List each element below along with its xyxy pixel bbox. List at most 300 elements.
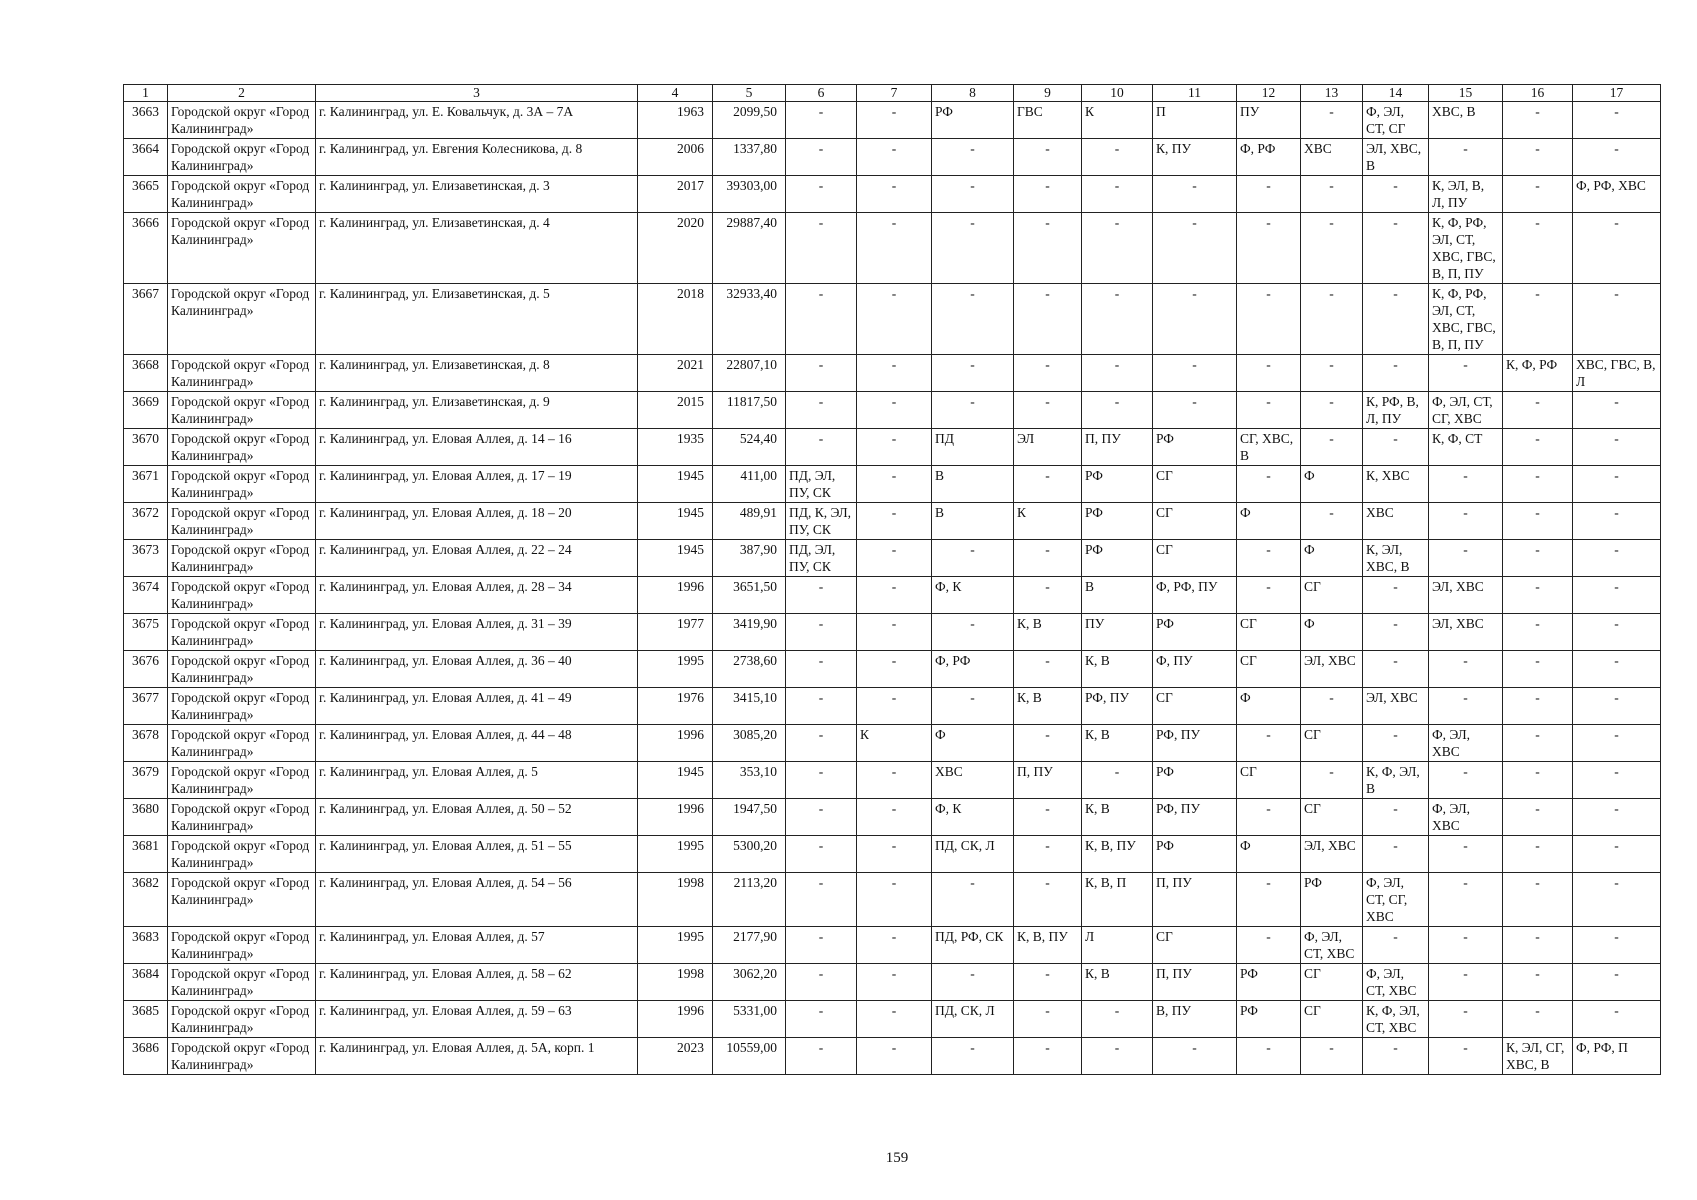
- table-cell: ПД, К, ЭЛ, ПУ, СК: [786, 503, 857, 540]
- table-cell: Ф, ЭЛ, СТ, ХВС: [1363, 964, 1429, 1001]
- table-cell: -: [1237, 355, 1301, 392]
- table-cell: -: [1573, 873, 1661, 927]
- table-cell: -: [1153, 284, 1237, 355]
- table-cell: -: [1363, 836, 1429, 873]
- table-cell: -: [1503, 139, 1573, 176]
- table-cell: ЭЛ, ХВС: [1301, 651, 1363, 688]
- table-cell: -: [932, 540, 1014, 577]
- table-cell: ХВС, ГВС, В, Л: [1573, 355, 1661, 392]
- table-cell: -: [1503, 466, 1573, 503]
- table-cell: г. Калининград, ул. Еловая Аллея, д. 22 – 24: [316, 540, 638, 577]
- table-cell: -: [1573, 577, 1661, 614]
- table-cell: Ф, ПУ: [1153, 651, 1237, 688]
- table-cell: 489,91: [713, 503, 786, 540]
- table-cell: -: [1014, 1038, 1082, 1075]
- table-cell: -: [1363, 429, 1429, 466]
- table-cell: СГ: [1301, 964, 1363, 1001]
- table-cell: Городской округ «Город Калининград»: [168, 577, 316, 614]
- table-cell: -: [1429, 503, 1503, 540]
- table-cell: -: [857, 355, 932, 392]
- table-row: [124, 688, 1661, 725]
- table-cell: -: [1429, 927, 1503, 964]
- table-cell: Городской округ «Город Калининград»: [168, 927, 316, 964]
- table-cell: Ф, РФ, ХВС: [1573, 176, 1661, 213]
- row-number-cell: 3669: [124, 392, 168, 429]
- table-cell: ХВС, В: [1429, 102, 1503, 139]
- table-cell: -: [1237, 284, 1301, 355]
- table-cell: -: [786, 355, 857, 392]
- table-cell: -: [1573, 836, 1661, 873]
- table-cell: Городской округ «Город Калининград»: [168, 503, 316, 540]
- table-cell: -: [1301, 213, 1363, 284]
- table-cell: -: [1014, 651, 1082, 688]
- table-row: [124, 1038, 1661, 1075]
- table-cell: ПД, СК, Л: [932, 836, 1014, 873]
- table-cell: Городской округ «Город Калининград»: [168, 1001, 316, 1038]
- table-cell: 2738,60: [713, 651, 786, 688]
- table-cell: 1996: [638, 577, 713, 614]
- table-row: [124, 392, 1661, 429]
- table-cell: ЭЛ: [1014, 429, 1082, 466]
- table-cell: -: [1503, 176, 1573, 213]
- table-cell: -: [857, 799, 932, 836]
- table-cell: К, Ф, РФ, ЭЛ, СТ, ХВС, ГВС, В, П, ПУ: [1429, 213, 1503, 284]
- column-header-15: 15: [1429, 85, 1503, 102]
- table-cell: -: [932, 176, 1014, 213]
- table-cell: РФ: [1301, 873, 1363, 927]
- table-cell: Городской округ «Город Калининград»: [168, 284, 316, 355]
- table-cell: РФ: [932, 102, 1014, 139]
- table-cell: Городской округ «Город Калининград»: [168, 355, 316, 392]
- table-cell: 3651,50: [713, 577, 786, 614]
- table-cell: -: [786, 762, 857, 799]
- table-cell: К, ЭЛ, В, Л, ПУ: [1429, 176, 1503, 213]
- table-cell: -: [1301, 429, 1363, 466]
- table-cell: -: [857, 176, 932, 213]
- table-cell: -: [1503, 836, 1573, 873]
- table-cell: Городской округ «Город Калининград»: [168, 651, 316, 688]
- table-row: [124, 577, 1661, 614]
- table-cell: 1945: [638, 466, 713, 503]
- table-cell: К: [857, 725, 932, 762]
- row-number-cell: 3671: [124, 466, 168, 503]
- table-cell: К, В: [1014, 688, 1082, 725]
- row-number-cell: 3676: [124, 651, 168, 688]
- table-cell: -: [1503, 762, 1573, 799]
- table-cell: Ф, ЭЛ, СТ, СГ, ХВС: [1363, 873, 1429, 927]
- page-number: 159: [885, 1150, 909, 1166]
- table-cell: -: [1573, 614, 1661, 651]
- table-cell: -: [932, 213, 1014, 284]
- table-cell: Ф, ЭЛ, ХВС: [1429, 725, 1503, 762]
- table-cell: СГ: [1301, 577, 1363, 614]
- table-cell: г. Калининград, ул. Еловая Аллея, д. 17 – 19: [316, 466, 638, 503]
- table-cell: ЭЛ, ХВС: [1429, 577, 1503, 614]
- table-cell: -: [786, 577, 857, 614]
- table-cell: Городской округ «Город Калининград»: [168, 688, 316, 725]
- table-cell: 2006: [638, 139, 713, 176]
- table-cell: -: [1429, 139, 1503, 176]
- table-cell: г. Калининград, ул. Елизаветинская, д. 3: [316, 176, 638, 213]
- table-cell: К, Ф, РФ, ЭЛ, СТ, ХВС, ГВС, В, П, ПУ: [1429, 284, 1503, 355]
- table-cell: -: [1237, 540, 1301, 577]
- table-cell: -: [786, 964, 857, 1001]
- column-header-2: 2: [168, 85, 316, 102]
- table-cell: 3419,90: [713, 614, 786, 651]
- table-cell: -: [857, 213, 932, 284]
- table-cell: -: [786, 799, 857, 836]
- table-cell: -: [786, 139, 857, 176]
- table-cell: -: [1363, 614, 1429, 651]
- table-cell: Ф, ЭЛ, СТ, СГ, ХВС: [1429, 392, 1503, 429]
- table-cell: -: [1301, 102, 1363, 139]
- table-row: [124, 540, 1661, 577]
- row-number-cell: 3668: [124, 355, 168, 392]
- table-cell: -: [1573, 213, 1661, 284]
- table-cell: -: [786, 1001, 857, 1038]
- row-number-cell: 3675: [124, 614, 168, 651]
- table-row: [124, 614, 1661, 651]
- table-cell: В: [932, 503, 1014, 540]
- table-cell: СГ: [1301, 1001, 1363, 1038]
- table-cell: 1976: [638, 688, 713, 725]
- column-header-4: 4: [638, 85, 713, 102]
- table-row: [124, 873, 1661, 927]
- table-cell: -: [786, 688, 857, 725]
- table-cell: г. Калининград, ул. Еловая Аллея, д. 18 – 20: [316, 503, 638, 540]
- table-row: [124, 503, 1661, 540]
- table-cell: -: [1237, 466, 1301, 503]
- table-row: [124, 102, 1661, 139]
- table-cell: К, ПУ: [1153, 139, 1237, 176]
- table-cell: -: [1573, 964, 1661, 1001]
- table-cell: 1996: [638, 725, 713, 762]
- table-cell: -: [1503, 688, 1573, 725]
- table-cell: -: [857, 964, 932, 1001]
- column-header-11: 11: [1153, 85, 1237, 102]
- table-cell: -: [1014, 873, 1082, 927]
- table-cell: -: [1014, 213, 1082, 284]
- table-cell: 1945: [638, 503, 713, 540]
- table-cell: Ф: [1237, 836, 1301, 873]
- table-cell: К, В, ПУ: [1082, 836, 1153, 873]
- table-cell: -: [1503, 429, 1573, 466]
- table-cell: 11817,50: [713, 392, 786, 429]
- table-cell: СГ: [1237, 762, 1301, 799]
- table-cell: -: [1503, 503, 1573, 540]
- table-cell: РФ: [1153, 762, 1237, 799]
- table-cell: 10559,00: [713, 1038, 786, 1075]
- data-table: [123, 84, 1661, 1075]
- table-cell: Городской округ «Город Калининград»: [168, 213, 316, 284]
- table-cell: -: [1429, 1001, 1503, 1038]
- table-row: [124, 466, 1661, 503]
- table-cell: -: [932, 355, 1014, 392]
- table-cell: -: [1014, 540, 1082, 577]
- table-cell: К, ХВС: [1363, 466, 1429, 503]
- table-cell: -: [1301, 1038, 1363, 1075]
- table-cell: П, ПУ: [1014, 762, 1082, 799]
- table-cell: -: [1014, 139, 1082, 176]
- table-cell: -: [1503, 964, 1573, 1001]
- table-cell: -: [1503, 614, 1573, 651]
- column-header-17: 17: [1573, 85, 1661, 102]
- table-cell: К, В, ПУ: [1014, 927, 1082, 964]
- table-cell: 1995: [638, 927, 713, 964]
- table-cell: К, Ф, ЭЛ, В: [1363, 762, 1429, 799]
- column-header-9: 9: [1014, 85, 1082, 102]
- table-cell: -: [1573, 1001, 1661, 1038]
- table-cell: -: [857, 836, 932, 873]
- table-cell: Городской округ «Город Калининград»: [168, 176, 316, 213]
- table-cell: -: [932, 1038, 1014, 1075]
- table-cell: -: [1014, 964, 1082, 1001]
- table-cell: -: [1573, 102, 1661, 139]
- table-cell: 353,10: [713, 762, 786, 799]
- table-cell: К, Ф, ЭЛ, СТ, ХВС: [1363, 1001, 1429, 1038]
- column-header-13: 13: [1301, 85, 1363, 102]
- table-cell: ПД, ЭЛ, ПУ, СК: [786, 540, 857, 577]
- table-row: [124, 355, 1661, 392]
- table-cell: -: [932, 964, 1014, 1001]
- table-cell: -: [1573, 688, 1661, 725]
- table-cell: ПУ: [1237, 102, 1301, 139]
- table-cell: 1945: [638, 540, 713, 577]
- table-cell: -: [1573, 284, 1661, 355]
- table-cell: Городской округ «Город Калининград»: [168, 429, 316, 466]
- table-cell: -: [1082, 213, 1153, 284]
- table-cell: П, ПУ: [1153, 873, 1237, 927]
- table-cell: -: [857, 1001, 932, 1038]
- table-cell: 2177,90: [713, 927, 786, 964]
- table-cell: 1996: [638, 1001, 713, 1038]
- table-cell: -: [1573, 139, 1661, 176]
- table-cell: СГ: [1153, 503, 1237, 540]
- table-cell: Л: [1082, 927, 1153, 964]
- column-header-6: 6: [786, 85, 857, 102]
- table-cell: -: [1153, 1038, 1237, 1075]
- table-cell: РФ: [1237, 1001, 1301, 1038]
- table-cell: г. Калининград, ул. Е. Ковальчук, д. 3А – 7А: [316, 102, 638, 139]
- table-cell: 1977: [638, 614, 713, 651]
- table-cell: -: [786, 176, 857, 213]
- column-header-16: 16: [1503, 85, 1573, 102]
- table-cell: -: [1503, 540, 1573, 577]
- table-cell: -: [1014, 1001, 1082, 1038]
- table-body: [124, 102, 1661, 1075]
- table-cell: РФ: [1153, 836, 1237, 873]
- table-cell: -: [857, 284, 932, 355]
- table-cell: -: [1237, 1038, 1301, 1075]
- table-row: [124, 964, 1661, 1001]
- table-cell: -: [786, 614, 857, 651]
- table-cell: 3085,20: [713, 725, 786, 762]
- table-cell: ЭЛ, ХВС: [1429, 614, 1503, 651]
- table-cell: г. Калининград, ул. Елизаветинская, д. 4: [316, 213, 638, 284]
- table-cell: Ф: [1301, 540, 1363, 577]
- table-cell: -: [1082, 355, 1153, 392]
- table-cell: -: [857, 466, 932, 503]
- table-cell: К, Ф, СТ: [1429, 429, 1503, 466]
- table-cell: РФ: [1153, 429, 1237, 466]
- table-cell: РФ, ПУ: [1153, 799, 1237, 836]
- table-cell: ХВС: [932, 762, 1014, 799]
- table-cell: 1998: [638, 964, 713, 1001]
- table-cell: -: [1429, 964, 1503, 1001]
- table-cell: -: [1014, 355, 1082, 392]
- table-cell: 5331,00: [713, 1001, 786, 1038]
- table-cell: -: [857, 429, 932, 466]
- table-cell: г. Калининград, ул. Еловая Аллея, д. 59 – 63: [316, 1001, 638, 1038]
- table-cell: -: [1503, 799, 1573, 836]
- row-number-cell: 3681: [124, 836, 168, 873]
- table-cell: -: [1503, 873, 1573, 927]
- table-cell: -: [786, 651, 857, 688]
- row-number-cell: 3682: [124, 873, 168, 927]
- table-cell: Городской округ «Город Калининград»: [168, 139, 316, 176]
- table-cell: -: [1429, 836, 1503, 873]
- table-cell: Ф, РФ, П: [1573, 1038, 1661, 1075]
- table-cell: ЭЛ, ХВС, В: [1363, 139, 1429, 176]
- table-cell: -: [1153, 176, 1237, 213]
- table-row: [124, 139, 1661, 176]
- table-cell: 2113,20: [713, 873, 786, 927]
- table-cell: 524,40: [713, 429, 786, 466]
- table-cell: -: [857, 1038, 932, 1075]
- table-cell: К: [1082, 102, 1153, 139]
- table-cell: 32933,40: [713, 284, 786, 355]
- table-cell: -: [932, 688, 1014, 725]
- column-header-10: 10: [1082, 85, 1153, 102]
- table-cell: -: [786, 213, 857, 284]
- table-cell: Городской округ «Город Калининград»: [168, 836, 316, 873]
- table-cell: -: [786, 725, 857, 762]
- table-cell: П, ПУ: [1082, 429, 1153, 466]
- table-cell: РФ: [1237, 964, 1301, 1001]
- table-cell: -: [1429, 540, 1503, 577]
- table-cell: -: [1363, 927, 1429, 964]
- table-cell: -: [1363, 1038, 1429, 1075]
- table-cell: ПУ: [1082, 614, 1153, 651]
- table-cell: К, РФ, В, Л, ПУ: [1363, 392, 1429, 429]
- row-number-cell: 3667: [124, 284, 168, 355]
- table-cell: г. Калининград, ул. Елизаветинская, д. 5: [316, 284, 638, 355]
- table-cell: -: [786, 429, 857, 466]
- table-cell: -: [1429, 355, 1503, 392]
- table-cell: -: [1503, 392, 1573, 429]
- table-cell: К, В: [1082, 799, 1153, 836]
- table-cell: -: [1363, 577, 1429, 614]
- table-cell: -: [1014, 577, 1082, 614]
- table-cell: Ф, К: [932, 577, 1014, 614]
- table-cell: -: [1363, 355, 1429, 392]
- table-cell: -: [1503, 927, 1573, 964]
- table-header: [124, 85, 1661, 102]
- table-row: [124, 284, 1661, 355]
- table-cell: Городской округ «Город Калининград»: [168, 102, 316, 139]
- table-cell: -: [1082, 1038, 1153, 1075]
- table-cell: -: [1014, 799, 1082, 836]
- table-cell: ХВС: [1301, 139, 1363, 176]
- table-cell: К, ЭЛ, ХВС, В: [1363, 540, 1429, 577]
- table-cell: Ф, РФ: [932, 651, 1014, 688]
- row-number-cell: 3666: [124, 213, 168, 284]
- table-cell: г. Калининград, ул. Еловая Аллея, д. 5: [316, 762, 638, 799]
- table-cell: -: [1301, 284, 1363, 355]
- table-cell: -: [786, 836, 857, 873]
- table-row: [124, 836, 1661, 873]
- table-cell: -: [1237, 927, 1301, 964]
- table-cell: -: [1429, 466, 1503, 503]
- table-cell: -: [857, 392, 932, 429]
- table-row: [124, 927, 1661, 964]
- column-header-12: 12: [1237, 85, 1301, 102]
- table-cell: -: [857, 503, 932, 540]
- table-cell: Ф, ЭЛ, ХВС: [1429, 799, 1503, 836]
- table-row: [124, 799, 1661, 836]
- table-cell: -: [1014, 466, 1082, 503]
- table-cell: 1337,80: [713, 139, 786, 176]
- table-cell: РФ, ПУ: [1082, 688, 1153, 725]
- table-cell: -: [1429, 1038, 1503, 1075]
- table-cell: П, ПУ: [1153, 964, 1237, 1001]
- row-number-cell: 3664: [124, 139, 168, 176]
- table-cell: -: [1503, 102, 1573, 139]
- table-cell: -: [1301, 688, 1363, 725]
- table-cell: ПД, РФ, СК: [932, 927, 1014, 964]
- table-cell: В, ПУ: [1153, 1001, 1237, 1038]
- table-cell: 39303,00: [713, 176, 786, 213]
- table-cell: ГВС: [1014, 102, 1082, 139]
- table-cell: 1996: [638, 799, 713, 836]
- table-cell: Городской округ «Город Калининград»: [168, 466, 316, 503]
- table-cell: 1947,50: [713, 799, 786, 836]
- table-cell: Ф: [1237, 688, 1301, 725]
- table-cell: -: [1573, 429, 1661, 466]
- table-cell: 5300,20: [713, 836, 786, 873]
- table-cell: г. Калининград, ул. Еловая Аллея, д. 57: [316, 927, 638, 964]
- table-cell: -: [1573, 725, 1661, 762]
- table-cell: К, В: [1082, 651, 1153, 688]
- table-cell: -: [786, 1038, 857, 1075]
- table-cell: -: [1503, 725, 1573, 762]
- table-cell: Ф, ЭЛ, СТ, ХВС: [1301, 927, 1363, 964]
- table-cell: -: [1429, 873, 1503, 927]
- table-cell: г. Калининград, ул. Еловая Аллея, д. 14 – 16: [316, 429, 638, 466]
- table-cell: К, В, П: [1082, 873, 1153, 927]
- table-cell: г. Калининград, ул. Еловая Аллея, д. 44 – 48: [316, 725, 638, 762]
- table-row: [124, 1001, 1661, 1038]
- table-cell: -: [1503, 213, 1573, 284]
- table-cell: -: [1014, 284, 1082, 355]
- table-cell: К, Ф, РФ: [1503, 355, 1573, 392]
- table-cell: -: [1301, 392, 1363, 429]
- row-number-cell: 3679: [124, 762, 168, 799]
- row-number-cell: 3663: [124, 102, 168, 139]
- table-cell: Ф, РФ: [1237, 139, 1301, 176]
- table-cell: -: [1301, 176, 1363, 213]
- table-cell: 387,90: [713, 540, 786, 577]
- table-cell: Ф, К: [932, 799, 1014, 836]
- table-cell: -: [1153, 392, 1237, 429]
- row-number-cell: 3674: [124, 577, 168, 614]
- table-cell: -: [1573, 799, 1661, 836]
- table-cell: -: [857, 540, 932, 577]
- table-cell: -: [1014, 725, 1082, 762]
- table-row: [124, 762, 1661, 799]
- table-cell: Городской округ «Город Калининград»: [168, 1038, 316, 1075]
- table-cell: -: [1237, 213, 1301, 284]
